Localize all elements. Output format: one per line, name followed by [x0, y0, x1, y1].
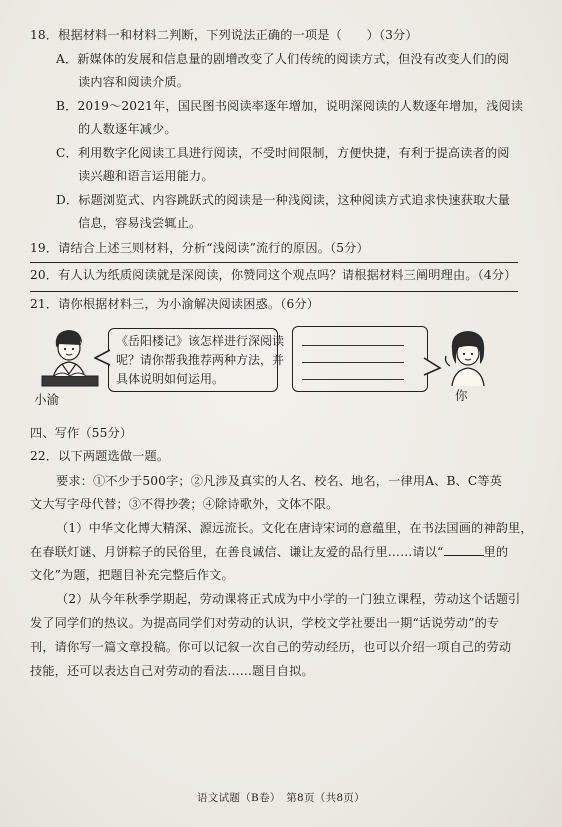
q18-option-b-line1: B．2019～2021年，国民图书阅读率逐年增加，说明深阅读的人数逐年增加，浅阅读: [56, 99, 524, 113]
q18-option-a-line1: A．新媒体的发展和信息量的剧增改变了人们传统的阅读方式，但没有改变人们的阅: [56, 52, 510, 66]
q18-option-d-line2: 信息，容易浅尝辄止。: [78, 216, 202, 230]
bubble-pointer-left-icon: [94, 348, 112, 368]
topic1-line1: （1）中华文化博大精深、源远流长。文化在唐诗宋词的意蕴里，在书法国画的神韵里，: [56, 521, 533, 535]
q22-requirements-line1: 要求：①不少于500字；②凡涉及真实的人名、校名、地名，一律用A、B、C等英: [56, 474, 503, 488]
topic1-line2-text: 在春联灯谜、月饼粽子的民俗里，在善良诚信、谦让友爱的品行里……请以“: [30, 545, 444, 559]
topic2-line4: 技能，还可以表达自己对劳动的看法……题目自拟。: [30, 664, 314, 678]
q21-prompt: 21．请你根据材料三，为小渝解决阅读困惑。（6分）: [30, 297, 320, 311]
bubble-text-line3: 具体说明如何运用。: [116, 372, 225, 386]
reply-answer-line-1[interactable]: [302, 345, 404, 346]
topic2-line2: 发了同学们的热议。为提高同学们对劳动的认识，学校文学社要出一期“话说劳动”的专: [30, 616, 500, 630]
xiaoyu-illustration-icon: [40, 324, 100, 392]
q19-prompt: 19．请结合上述三则材料，分析“浅阅读”流行的原因。（5分）: [30, 241, 369, 255]
you-name-label: 你: [455, 388, 468, 403]
q20-prompt: 20．有人认为纸质阅读就是深阅读，你赞同这个观点吗？请根据材料三阐明理由。（4分）: [30, 268, 517, 282]
q18-option-a-line2: 读内容和阅读介质。: [78, 75, 190, 89]
q18-option-d-line1: D．标题浏览式、内容跳跃式的阅读是一种浅阅读，这种阅读方式追求快速获取大量: [56, 193, 511, 207]
q20-answer-line[interactable]: [30, 291, 518, 292]
reply-answer-line-3[interactable]: [302, 379, 404, 380]
bubble-text-line2: 呢？请你帮我推荐两种方法，并: [116, 353, 285, 367]
topic2-line1: （2）从今年秋季学期起，劳动课将正式成为中小学的一门独立课程，劳动这个话题引: [56, 592, 521, 606]
q22-prompt: 22．以下两题选做一题。: [30, 449, 170, 463]
topic1-line2: [30, 543, 508, 560]
section4-heading: 四、写作（55分）: [30, 426, 133, 440]
q18-option-b-line2: 的人数逐年减少。: [78, 122, 177, 136]
reply-answer-line-2[interactable]: [302, 362, 404, 363]
title-fill-blank[interactable]: [444, 543, 484, 556]
q18-option-c-line1: C．利用数字化阅读工具进行阅读，不受时间限制，方便快捷，有利于提高读者的阅: [56, 146, 510, 160]
page-footer: 语文试题（B卷） 第8页（共8页）: [197, 792, 365, 804]
xiaoyu-name-label: 小渝: [34, 392, 60, 407]
topic2-line3: 刊，请你写一篇文章投稿。你可以记叙一次自己的劳动经历，也可以介绍一项自己的劳动: [30, 640, 512, 654]
bubble-pointer-right-icon: [422, 356, 442, 378]
topic1-line2-suffix: 里的: [483, 545, 509, 559]
topic1-line3: 文化”为题，把题目补充完整后作文。: [30, 568, 234, 582]
your-reply-bubble: [292, 326, 428, 392]
q19-answer-line[interactable]: [30, 262, 518, 263]
you-illustration-icon: [440, 326, 496, 386]
q18-stem: 18．根据材料一和材料二判断，下列说法正确的一项是（ ）（3分）: [30, 28, 418, 42]
q18-option-c-line2: 读兴趣和语言运用能力。: [78, 169, 214, 183]
q22-requirements-line2: 文大写字母代替；③不得抄袭；④除诗歌外，文体不限。: [30, 497, 339, 511]
bubble-text-line1: 《岳阳楼记》该怎样进行深阅读: [116, 334, 285, 348]
